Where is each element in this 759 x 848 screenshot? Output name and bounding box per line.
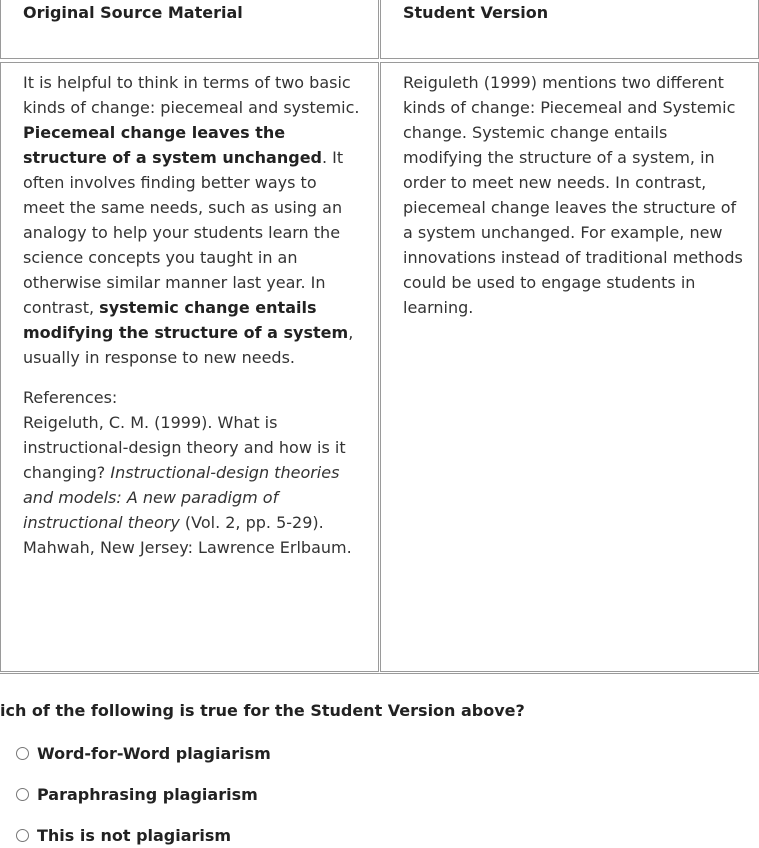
student-version-text: Reiguleth (1999) mentions two different kinds of change: Piecemeal and Systemic change. Systemic change entails modifying the structure of a system, in order to meet new needs. In contrast, piecemeal change leaves the structure of a system unchanged. For example, new innovations instead of traditional methods could be used to engage students in learning. — [403, 73, 743, 317]
option-not-plagiarism[interactable] — [16, 826, 231, 845]
table-bottom-border — [0, 673, 759, 674]
student-version-cell — [380, 62, 759, 672]
radio-button[interactable] — [16, 788, 29, 801]
radio-button[interactable] — [16, 829, 29, 842]
student-header: Student Version — [403, 3, 549, 22]
references-label: References: — [23, 388, 118, 407]
original-paragraph — [23, 70, 363, 370]
original-text-part: , usually in response to new needs. — [23, 323, 354, 367]
reference-text-part: (Vol. 2, pp. 5-29). Mahwah, New Jersey: Lawrence Erlbaum. — [23, 513, 352, 557]
option-word-for-word[interactable] — [16, 744, 271, 763]
reference-text-part: Reigeluth, C. M. (1999). What is instructional-design theory and how is it changing? — [23, 413, 346, 482]
original-text-part: It is helpful to think in terms of two basic kinds of change: piecemeal and systemic. — [23, 73, 360, 117]
reference-title: Instructional-design theories and models: A new paradigm of instructional theory — [23, 463, 340, 532]
original-source-cell — [0, 62, 379, 672]
option-label: This is not plagiarism — [37, 826, 232, 845]
original-header: Original Source Material — [23, 3, 243, 22]
original-text-part: . It often involves finding better ways to meet the same needs, such as using an analogy to help your students learn the science concepts you taught in an otherwise similar manner last year. In contrast, — [23, 148, 344, 317]
option-label: Paraphrasing plagiarism — [37, 785, 258, 804]
original-bold-piecemeal: Piecemeal change leaves the structure of a system unchanged — [23, 123, 322, 167]
question-text: ich of the following is true for the Student Version above? — [0, 701, 525, 720]
original-header-cell — [0, 0, 379, 59]
radio-button[interactable] — [16, 747, 29, 760]
original-bold-systemic: systemic change entails modifying the structure of a system — [23, 298, 349, 342]
option-paraphrasing[interactable] — [16, 785, 258, 804]
student-header-cell — [380, 0, 759, 59]
reference-citation — [23, 410, 363, 560]
original-source-text — [23, 70, 363, 560]
option-label: Word-for-Word plagiarism — [37, 744, 271, 763]
